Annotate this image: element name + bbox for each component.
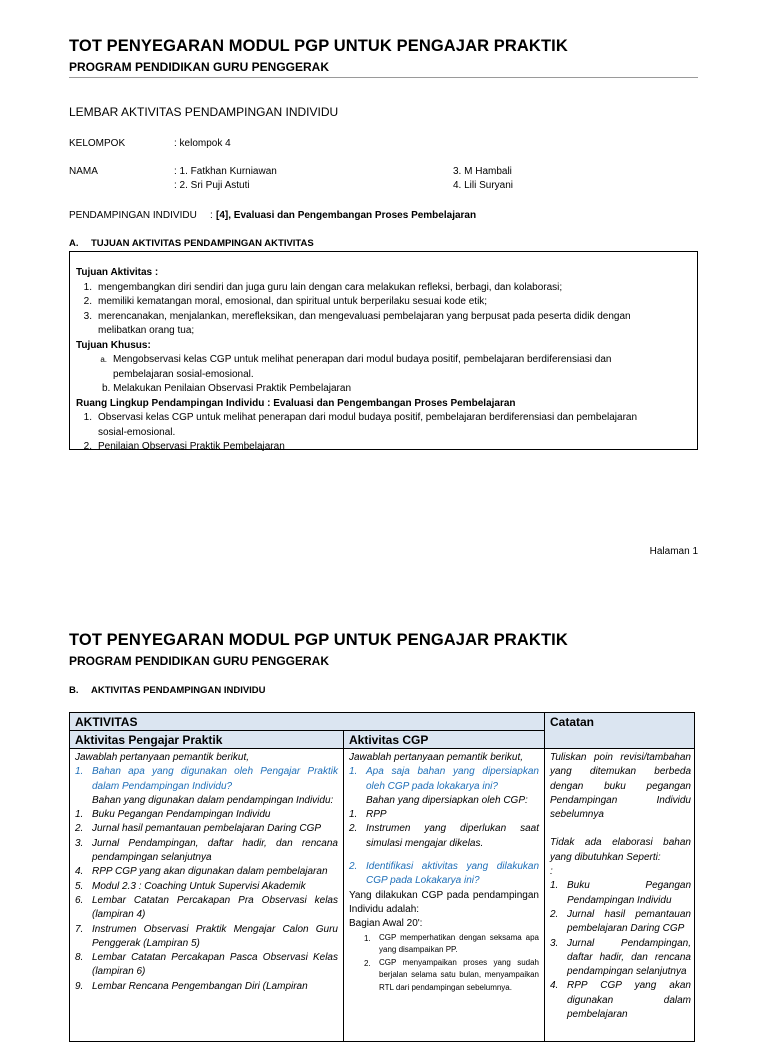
list-text: CGP menyampaikan proses yang sudah berjalan selama satu bulan, menyampaikan RTL dari pendampingan sebelumnya. xyxy=(379,957,539,992)
list-number: 4. xyxy=(550,980,559,992)
question-text: Bahan apa yang digunakan oleh Pengajar Praktik dalam Pendampingan Individu? xyxy=(92,766,338,792)
list-number: 2. xyxy=(75,823,84,835)
list-number: 7. xyxy=(75,923,84,935)
list-text-continuation: pembelajaran sosial-emosional. xyxy=(113,368,254,380)
list-item xyxy=(349,932,539,957)
list-item xyxy=(349,822,539,851)
list-number: 3. xyxy=(83,310,92,322)
list-text: Mengobservasi kelas CGP untuk melihat penerapan dari modul budaya positif, pembelajaran berdiferensiasi dan xyxy=(113,354,612,365)
list-item xyxy=(76,295,691,310)
cell-intro: Jawablah pertanyaan pemantik berikut, xyxy=(349,752,523,763)
list-text: Lembar Catatan Percakapan Pra Observasi kelas (lampiran 4) xyxy=(92,894,338,921)
table-cell-catatan xyxy=(545,749,695,1042)
list-item xyxy=(349,765,539,794)
list-item xyxy=(349,808,539,822)
list-item xyxy=(75,865,338,879)
nama-2: : 2. Sri Puji Astuti xyxy=(174,180,250,191)
list-number: 2. xyxy=(83,296,92,307)
list-item xyxy=(550,937,691,980)
list-text: mengembangkan diri sendiri dan juga guru lain dengan cara melakukan refleksi, berbagi, dan kolaborasi; xyxy=(98,281,563,293)
list-item xyxy=(550,979,691,1022)
answer-intro: Bahan yang dipersiapkan oleh CGP: xyxy=(366,794,528,806)
table-header-aktivitas: AKTIVITAS xyxy=(70,713,545,731)
list-text: Jurnal hasil pemantauan pembelajaran Daring CGP xyxy=(567,908,691,935)
list-number: 9. xyxy=(75,980,84,992)
pendampingan-value: [4], Evaluasi dan Pengembangan Proses Pembelajaran xyxy=(216,210,477,221)
list-text: merencanakan, menjalankan, merefleksikan, dan mengevaluasi pembelajaran yang berpusat pada peserta didik dengan xyxy=(98,310,631,322)
list-text: Jurnal Pendampingan, daftar hadir, dan rencana pendampingan selanjutnya xyxy=(92,837,338,864)
list-text: Jurnal hasil pemantauan pembelajaran Daring CGP xyxy=(92,823,322,835)
table-header-pengajar: Aktivitas Pengajar Praktik xyxy=(70,731,344,749)
list-number: 2. xyxy=(550,908,559,920)
pendampingan-label: PENDAMPINGAN INDIVIDU xyxy=(69,210,197,221)
question-text: Apa saja bahan yang dipersiapkan oleh CGP pada lokakarya ini? xyxy=(366,766,539,792)
kelompok-value: : kelompok 4 xyxy=(174,138,231,149)
list-item xyxy=(76,353,691,368)
tujuan-khusus-label: Tujuan Khusus: xyxy=(76,339,151,351)
table-header-catatan: Catatan xyxy=(545,713,695,749)
list-text: RPP xyxy=(366,809,387,821)
tujuan-aktivitas-label: Tujuan Aktivitas : xyxy=(76,267,159,278)
page2-title: TOT PENYEGARAN MODUL PGP UNTUK PENGAJAR PRAKTIK xyxy=(69,631,568,649)
list-item xyxy=(349,860,539,889)
list-number: 8. xyxy=(75,952,84,964)
list-text: RPP CGP yang akan digunakan dalam pembelajaran xyxy=(567,980,691,1021)
list-number: 1. xyxy=(550,880,559,892)
page2-subtitle: PROGRAM PENDIDIKAN GURU PENGGERAK xyxy=(69,654,330,668)
list-text: Lembar Catatan Percakapan Pasca Observasi Kelas (lampiran 6) xyxy=(92,952,338,978)
nama-4: 4. Lili Suryani xyxy=(453,180,514,191)
list-number: 1. xyxy=(75,766,84,778)
list-text: Buku Pegangan Pendampingan Individu xyxy=(567,880,691,906)
list-item xyxy=(75,822,338,836)
list-letter: a. xyxy=(100,355,107,364)
bagian-awal: Bagian Awal 20': xyxy=(349,918,423,930)
section-a-letter: A. xyxy=(69,238,79,249)
list-item xyxy=(75,880,338,894)
cell-intro: Jawablah pertanyaan pemantik berikut, xyxy=(75,752,249,763)
cell-note: Tidak ada elaborasi bahan yang dibutuhkan Seperti: xyxy=(550,837,691,863)
list-item xyxy=(76,310,691,325)
ruang-lingkup-label: Ruang Lingkup Pendampingan Individu : Evaluasi dan Pengembangan Proses Pembelajaran xyxy=(76,397,516,409)
list-text: Modul 2.3 : Coaching Untuk Supervisi Akademik xyxy=(92,880,306,892)
list-text: Instrumen yang diperlukan saat simulasi mengajar dikelas. xyxy=(366,823,539,849)
activity-intro: Yang dilakukan CGP pada pendampingan Individu adalah: xyxy=(349,889,539,915)
list-item xyxy=(75,837,338,866)
table-cell-cgp xyxy=(344,749,545,1042)
answer-intro: Bahan yang digunakan dalam pendampingan Individu: xyxy=(92,794,334,806)
list-item xyxy=(75,951,338,980)
section-a-title: TUJUAN AKTIVITAS PENDAMPINGAN AKTIVITAS xyxy=(91,238,314,249)
list-text: Observasi kelas CGP untuk melihat penerapan dari modul budaya positif, pembelajaran berdiferensiasi dan pembelajaran xyxy=(98,412,638,423)
section-b-title: AKTIVITAS PENDAMPINGAN INDIVIDU xyxy=(91,685,266,696)
list-item xyxy=(75,894,338,923)
table-header-cgp: Aktivitas CGP xyxy=(344,731,545,749)
list-number: 2. xyxy=(349,823,358,835)
list-item xyxy=(75,923,338,952)
pendampingan-sep: : xyxy=(210,210,213,221)
list-number: 6. xyxy=(75,894,84,906)
list-number: 2. xyxy=(83,441,92,452)
cell-intro: Tuliskan poin revisi/tambahan yang ditemukan berbeda dengan buku pegangan Pendampingan Individu sebelumnya xyxy=(550,752,691,821)
list-number: 2. xyxy=(364,958,371,968)
list-number: 2. xyxy=(349,861,358,873)
material-list xyxy=(349,808,539,851)
list-item xyxy=(550,908,691,937)
list-number: 1. xyxy=(349,766,358,778)
list-text: Jurnal Pendampingan, daftar hadir, dan rencana pendampingan selanjutnya xyxy=(567,937,691,978)
list-item xyxy=(349,957,539,995)
cell-colon: : xyxy=(550,866,553,878)
page1-header-rule xyxy=(69,77,698,78)
list-text: Buku Pegangan Pendampingan Individu xyxy=(92,809,271,821)
list-number: 5. xyxy=(75,880,84,892)
list-text: Instrumen Observasi Praktik Mengajar Calon Guru Penggerak (Lampiran 5) xyxy=(92,923,338,949)
question-text: Identifikasi aktivitas yang dilakukan CGP pada Lokakarya ini? xyxy=(366,861,539,887)
list-number: 3. xyxy=(550,937,559,949)
list-item xyxy=(550,879,691,908)
activity-table xyxy=(69,712,695,1042)
page1-title: TOT PENYEGARAN MODUL PGP UNTUK PENGAJAR PRAKTIK xyxy=(69,37,568,55)
list-item xyxy=(75,765,338,794)
list-item xyxy=(75,808,338,822)
list-text: memiliki kematangan moral, emosional, dan spiritual untuk berperilaku sesuai kode etik; xyxy=(98,296,488,307)
material-list xyxy=(75,808,338,994)
list-text-continuation: sosial-emosional. xyxy=(98,426,176,438)
list-number: 1. xyxy=(83,281,92,293)
list-text: Lembar Rencana Pengembangan Diri (Lampiran xyxy=(92,980,308,992)
sheet-title: LEMBAR AKTIVITAS PENDAMPINGAN INDIVIDU xyxy=(69,105,339,119)
kelompok-label: KELOMPOK xyxy=(69,138,126,149)
page-number: Halaman 1 xyxy=(649,546,698,557)
page1-subtitle: PROGRAM PENDIDIKAN GURU PENGGERAK xyxy=(69,60,330,74)
tujuan-box xyxy=(69,251,698,450)
nama-label: NAMA xyxy=(69,166,98,177)
list-item xyxy=(76,440,691,455)
table-cell-pengajar xyxy=(70,749,344,1042)
nama-3: 3. M Hambali xyxy=(453,166,512,177)
nama-1: : 1. Fatkhan Kurniawan xyxy=(174,166,277,177)
list-number: 1. xyxy=(364,933,371,943)
list-number: 4. xyxy=(75,866,84,878)
section-b-letter: B. xyxy=(69,685,79,696)
list-number: 3. xyxy=(75,837,84,849)
list-text-continuation: melibatkan orang tua; xyxy=(98,325,195,336)
list-item xyxy=(76,281,691,296)
list-text: CGP memperhatikan dengan seksama apa yang disampaikan PP. xyxy=(379,932,539,955)
list-number: 1. xyxy=(83,412,92,423)
list-item xyxy=(76,411,691,426)
list-item xyxy=(75,980,338,994)
list-number: 1. xyxy=(75,809,84,821)
list-text: RPP CGP yang akan digunakan dalam pembelajaran xyxy=(92,866,328,878)
list-text: Penilaian Observasi Praktik Pembelajaran xyxy=(98,441,285,452)
list-item: b. Melakukan Penilaian Observasi Praktik Pembelajaran xyxy=(102,383,352,394)
list-number: 1. xyxy=(349,809,358,821)
activity-list xyxy=(349,932,539,995)
note-list xyxy=(550,879,691,1022)
